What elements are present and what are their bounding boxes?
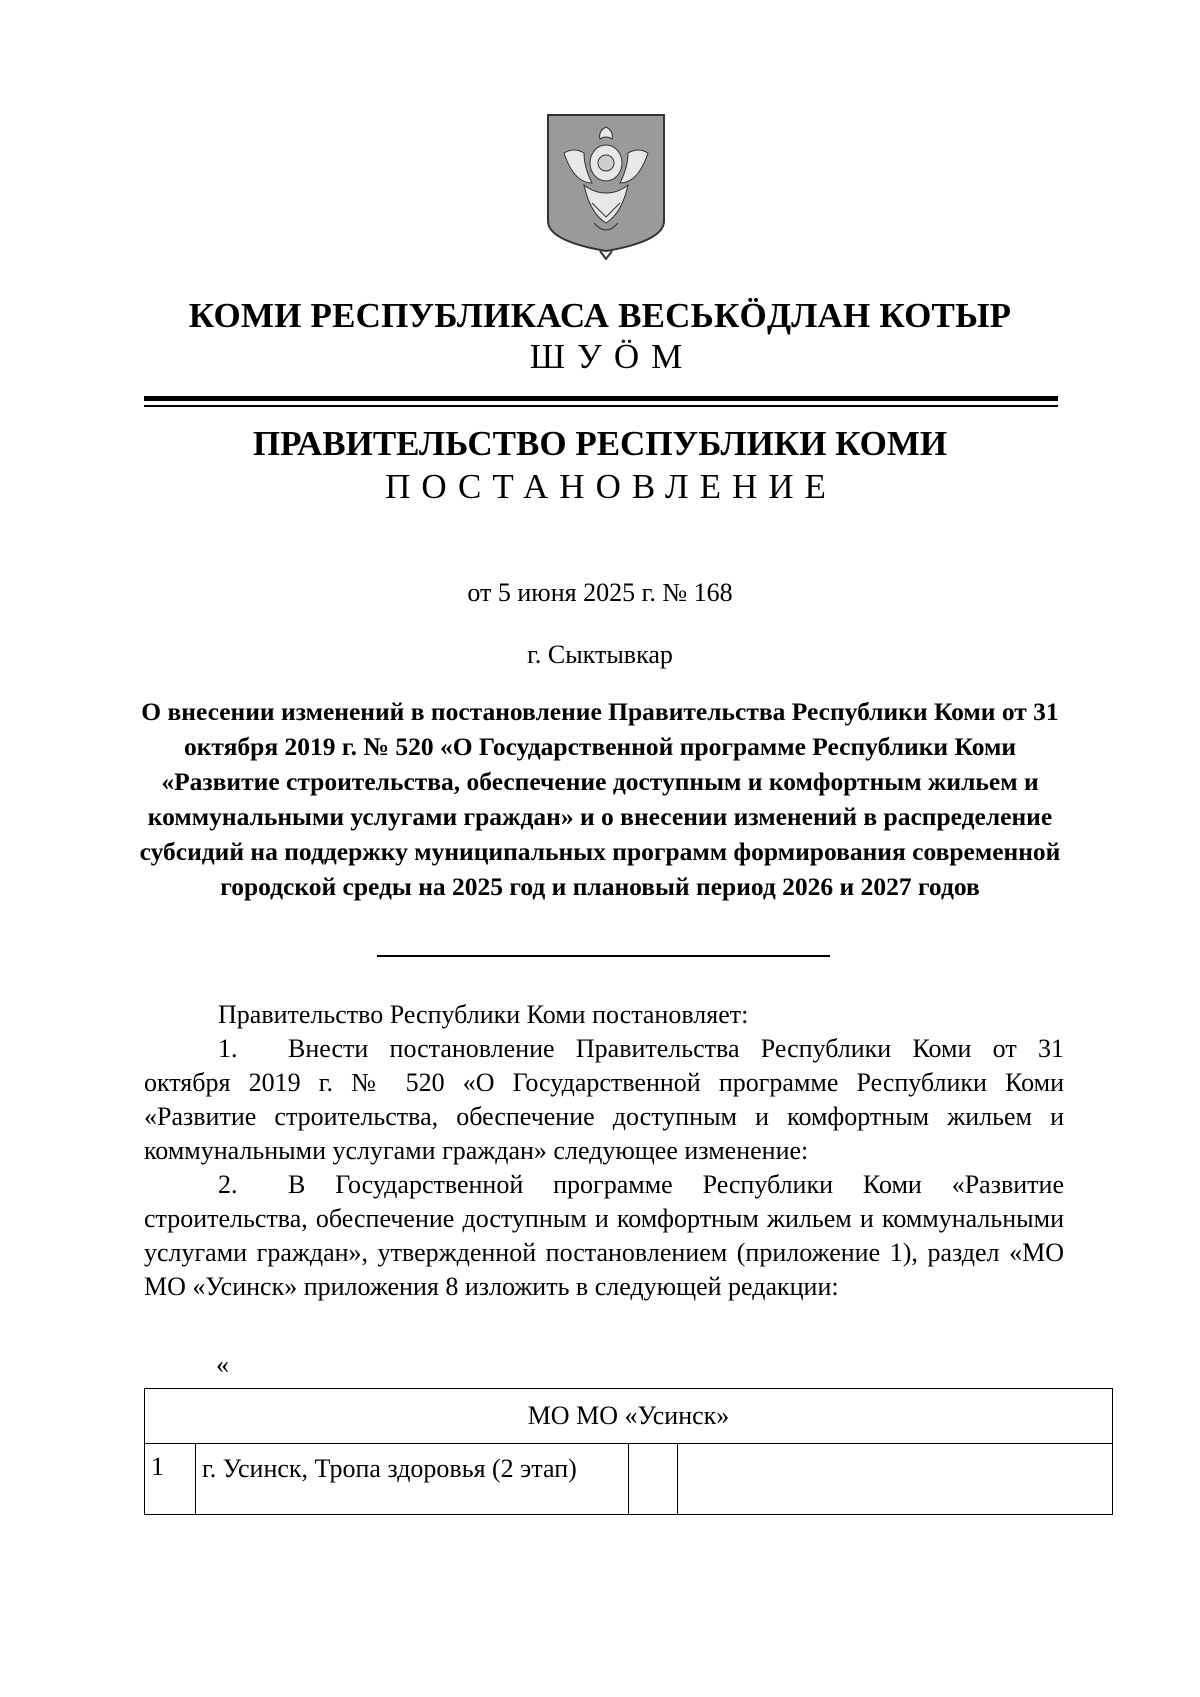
table-cell-number: 1 <box>145 1444 196 1515</box>
item-number: 2. <box>218 1170 238 1199</box>
list-item <box>144 1032 1064 1168</box>
header-divider-thin <box>144 405 1058 407</box>
intro-text: Правительство Республики Коми постановляет: <box>218 1000 749 1029</box>
subject-divider <box>377 955 830 957</box>
header-divider-thick <box>144 396 1058 401</box>
item-number: 1. <box>218 1034 238 1063</box>
subsidy-table <box>144 1388 1113 1515</box>
doc-type-ru: ПОСТАНОВЛЕНИЕ <box>385 467 837 506</box>
table-section-title: МО МО «Усинск» <box>145 1389 1113 1444</box>
komi-coat-of-arms-icon <box>544 113 668 263</box>
item-text: В Государственной программе Республики Коми «Развитие строительства, обеспечение доступным и комфортным жильем и коммунальными услугами граждан», утвержденной постановлением (приложение 1), раздел «МО МО «Усинск» приложения 8 изложить в следующей редакции: <box>144 1170 1064 1301</box>
open-quote: « <box>216 1350 229 1379</box>
document-subject: О внесении изменений в постановление Правительства Республики Коми от 31 октября 2019 г. № 520 «О Государственной программе Республики Коми «Развитие строительства, обеспечение доступным и комфортным жильем и коммунальными услугами граждан» и о внесении изменений в распределение субсидий на поддержку муниципальных программ формирования современной городской среды на 2025 год и плановый период 2026 и 2027 годов <box>139 697 1061 901</box>
document-body <box>144 998 1064 1304</box>
org-name-ru: ПРАВИТЕЛЬСТВО РЕСПУБЛИКИ КОМИ <box>252 424 948 463</box>
doc-type-komi: ШУӦМ <box>529 337 695 376</box>
table-cell-empty <box>678 1444 1113 1515</box>
list-item <box>144 1168 1064 1304</box>
date-number: от 5 июня 2025 г. № 168 <box>467 578 733 607</box>
org-name-komi: КОМИ РЕСПУБЛИКАСА ВЕСЬКӦДЛАН КОТЫР <box>188 296 1012 335</box>
table-header-row <box>145 1389 1113 1444</box>
item-text: Внести постановление Правительства Республики Коми от 31 октября 2019 г. № 520 «О Государственной программе Республики Коми «Развитие строительства, обеспечение доступным и комфортным жильем и коммунальными услугами граждан» следующее изменение: <box>144 1034 1064 1165</box>
table-cell-name: г. Усинск, Тропа здоровья (2 этап) <box>196 1444 629 1515</box>
table-row <box>145 1444 1113 1515</box>
table-cell-empty <box>629 1444 678 1515</box>
city: г. Сыктывкар <box>527 640 673 669</box>
